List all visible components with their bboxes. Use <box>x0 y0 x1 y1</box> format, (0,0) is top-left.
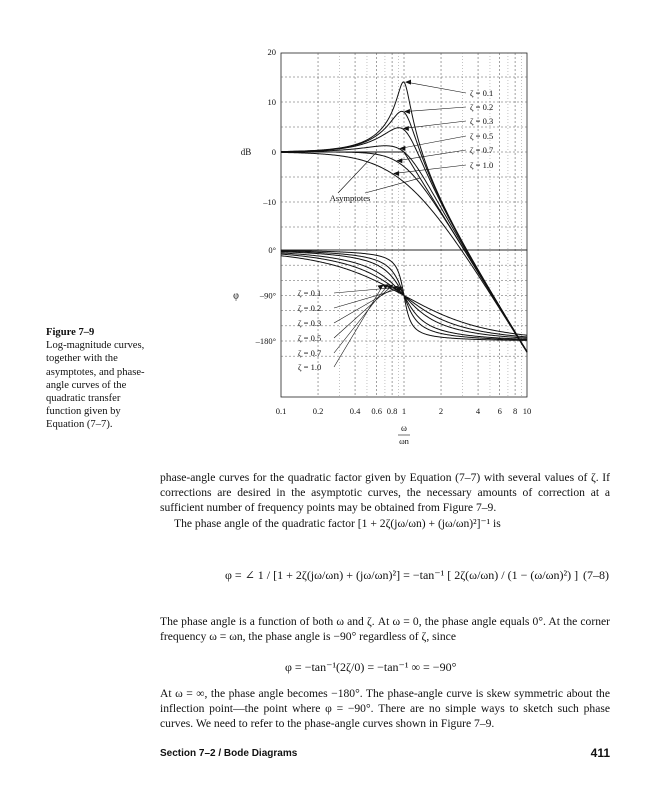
equation-number: (7–8) <box>583 568 609 582</box>
legend-mag-leader <box>404 121 466 128</box>
ytick-label-db: 0 <box>271 147 276 157</box>
legend-phase-label: ζ = 0.7 <box>298 348 322 358</box>
figure-number: Figure 7–9 <box>46 327 95 338</box>
legend-mag-label: ζ = 0.7 <box>470 145 494 155</box>
legend-mag-label: ζ = 1.0 <box>470 160 494 170</box>
xtick-label: 6 <box>497 406 502 416</box>
legend-mag-leader <box>406 82 466 93</box>
equation-phase-90: φ = −tan⁻¹(2ζ/0) = −tan⁻¹ ∞ = −90° <box>285 660 457 674</box>
paragraph-1: phase-angle curves for the quadratic factor given by Equation (7–7) with several values of ζ. If corrections are desired in the asymptotic curves, the necessary amounts of correction at a sufficient number of frequency points may be obtained from Figure 7–9. <box>160 471 610 514</box>
legend-phase-label: ζ = 0.3 <box>298 318 322 328</box>
xtick-label: 10 <box>522 406 532 416</box>
phase-legend <box>298 284 402 372</box>
xtick-label: 0.4 <box>349 406 361 416</box>
legend-mag-leader <box>394 165 466 173</box>
figure-caption <box>46 326 156 432</box>
xlabel-omega-n: ωn <box>399 436 409 446</box>
xtick-label: 0.2 <box>312 406 324 416</box>
legend-mag-label: ζ = 0.2 <box>470 102 494 112</box>
asymptote-high <box>404 152 527 352</box>
page-number: 411 <box>590 746 610 760</box>
asymptotes-leader-2 <box>365 178 420 193</box>
equation-7-8: φ = ∠ 1 / [1 + 2ζ(jω/ωn) + (jω/ωn)²] = −tan⁻¹ [ 2ζ(ω/ωn) / (1 − (ω/ωn)²) ] <box>225 568 579 582</box>
legend-mag-label: ζ = 0.5 <box>470 131 494 141</box>
ytick-label-phase: –90° <box>259 290 276 301</box>
legend-phase-leader <box>334 288 401 308</box>
ytick-label-db: –10 <box>263 197 276 207</box>
paragraph-4: At ω = ∞, the phase angle becomes −180°. The phase-angle curve is skew symmetric about the inflection point—the point where φ = −90°. There are no simple ways to sketch such phase curves. We need to refer to the phase-angle curves shown in Figure 7–9. <box>160 687 610 730</box>
legend-mag-arrowhead <box>399 146 405 151</box>
xtick-label: 1 <box>401 406 407 416</box>
legend-phase-label: ζ = 0.2 <box>298 303 322 313</box>
xtick-label: 0.8 <box>386 406 398 416</box>
legend-mag-label: ζ = 0.3 <box>470 116 494 126</box>
ylabel-phase: φ <box>233 290 239 302</box>
xtick-label: 2 <box>438 406 444 416</box>
legend-phase-label: ζ = 0.1 <box>298 288 322 298</box>
paragraph-2: The phase angle of the quadratic factor [1 + 2ζ(jω/ωn) + (jω/ωn)²]⁻¹ is <box>174 517 501 530</box>
xtick-label: 0.1 <box>275 406 287 416</box>
ytick-label-phase: –180° <box>255 336 276 346</box>
ytick-label-db: 20 <box>267 47 276 57</box>
paragraph-3: The phase angle is a function of both ω and ζ. At ω = 0, the phase angle equals 0°. At the corner frequency ω = ωn, the phase angle is −90° regardless of ζ, since <box>160 615 610 643</box>
legend-mag-leader <box>405 107 466 112</box>
xtick-label: 0.6 <box>371 406 383 416</box>
xtick-label: 8 <box>512 406 518 416</box>
asymptotes-label: Asymptotes <box>329 193 371 203</box>
legend-mag-label: ζ = 0.1 <box>470 88 494 98</box>
magnitude-legend <box>330 80 494 203</box>
legend-mag-arrowhead <box>405 80 411 85</box>
legend-phase-label: ζ = 0.5 <box>298 333 322 343</box>
legend-phase-label: ζ = 1.0 <box>298 362 322 372</box>
xlabel-omega: ω <box>401 423 407 433</box>
legend-mag-arrowhead <box>396 158 402 163</box>
ytick-label-phase: 0° <box>268 245 276 255</box>
footer-section: Section 7–2 / Bode Diagrams <box>160 748 298 759</box>
ytick-label-db: 10 <box>267 97 276 107</box>
xtick-label: 4 <box>475 406 481 416</box>
legend-phase-leader <box>334 286 398 323</box>
figure-caption-text: Log-magnitude curves, together with the asymptotes, and phase-angle curves of the quadratic transfer function given by Equation (7–7). <box>46 340 145 431</box>
legend-phase-leader <box>334 284 393 338</box>
page-footer <box>160 748 610 759</box>
asymptotes-leader-1 <box>338 152 377 193</box>
ylabel-db: dB <box>240 147 252 157</box>
